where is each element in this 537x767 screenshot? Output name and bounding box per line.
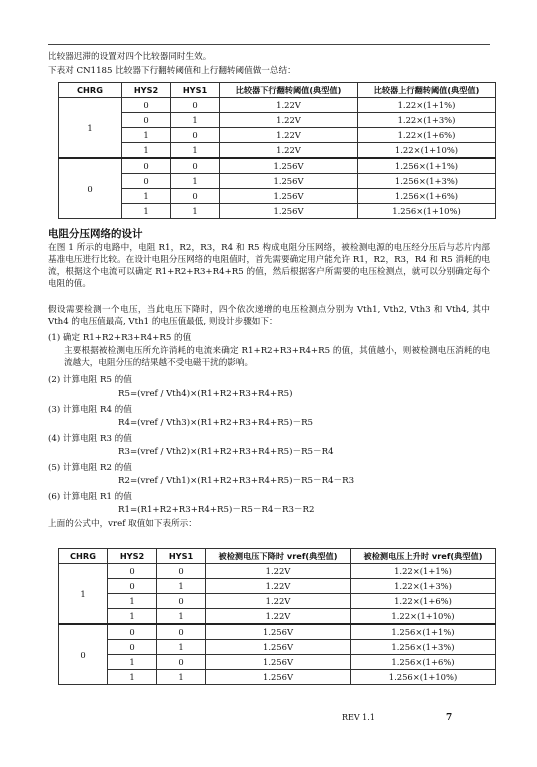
table-row bbox=[59, 204, 496, 219]
down-threshold-cell: 1.22V bbox=[220, 128, 358, 143]
paragraph-design-intro: 在图 1 所示的电路中，电阻 R1，R2，R3，R4 和 R5 构成电阻分压网络，被检测电源的电压经分压后与芯片内部基准电压进行比较。在设计电阻分压网络的电阻值时，首先需要确定用户能允许 R1，R2，R3，R4 和 R5 消耗的电流，根据这个电流可以确定 R1+R2+R3+R4+R5 的值，然后根据客户所需要的电压检测点，就可以分别确定每个电阻的值。 bbox=[48, 243, 490, 289]
formula-r4: R4=(vref / Vth3)×(R1+R2+R3+R4+R5)－R5 bbox=[118, 418, 314, 428]
down-threshold-cell: 1.256V bbox=[220, 189, 358, 204]
hys2-cell: 1 bbox=[108, 655, 157, 670]
vref-falling-cell: 1.22V bbox=[206, 594, 351, 609]
header-rule bbox=[48, 44, 490, 45]
formula-r5: R5=(vref / Vth4)×(R1+R2+R3+R4+R5) bbox=[118, 389, 293, 399]
hys1-cell: 1 bbox=[157, 640, 206, 655]
hys2-cell: 0 bbox=[122, 158, 171, 174]
up-threshold-cell: 1.22×(1+6%) bbox=[358, 128, 496, 143]
vref-falling-cell: 1.22V bbox=[206, 564, 351, 579]
table-row bbox=[59, 609, 496, 625]
vref-rising-cell: 1.22×(1+6%) bbox=[351, 594, 496, 609]
col-header-chrg: CHRG bbox=[59, 83, 122, 98]
hys2-cell: 1 bbox=[108, 609, 157, 625]
hys2-cell: 0 bbox=[108, 624, 157, 640]
up-threshold-cell: 1.256×(1+6%) bbox=[358, 189, 496, 204]
chrg-cell: 0 bbox=[59, 624, 108, 685]
hys1-cell: 0 bbox=[171, 189, 220, 204]
step-1: (1) 确定 R1+R2+R3+R4+R5 的值 bbox=[48, 333, 192, 343]
hys1-cell: 1 bbox=[171, 113, 220, 128]
vref-rising-cell: 1.256×(1+1%) bbox=[351, 624, 496, 640]
step-6: (6) 计算电阻 R1 的值 bbox=[48, 492, 132, 502]
step-1-description: 主要根据被检测电压所允许消耗的电流来确定 R1+R2+R3+R4+R5 的值，其值越小，则被检测电压消耗的电流越大，电阻分压的结果越不受电磁干扰的影响。 bbox=[64, 346, 490, 368]
hys1-cell: 0 bbox=[157, 655, 206, 670]
paragraph-design-steps: 假设需要检测一个电压，当此电压下降时，四个依次递增的电压检测点分别为 Vth1, Vth2, Vth3 和 Vth4, 其中 Vth4 的电压值最高, Vth1 的电压值最低, 则设计步骤如下： bbox=[48, 305, 490, 327]
table-header-row bbox=[59, 83, 496, 98]
up-threshold-cell: 1.22×(1+1%) bbox=[358, 98, 496, 113]
col-header-hys1: HYS1 bbox=[171, 83, 220, 98]
table-header-row bbox=[59, 549, 496, 564]
vref-rising-cell: 1.256×(1+10%) bbox=[351, 670, 496, 685]
hys2-cell: 0 bbox=[108, 564, 157, 579]
hys1-cell: 1 bbox=[171, 143, 220, 159]
hys2-cell: 1 bbox=[108, 594, 157, 609]
hys2-cell: 1 bbox=[122, 189, 171, 204]
table-row bbox=[59, 670, 496, 685]
vref-falling-cell: 1.256V bbox=[206, 655, 351, 670]
revision-label: REV 1.1 bbox=[342, 713, 375, 722]
table-row bbox=[59, 128, 496, 143]
hys2-cell: 1 bbox=[122, 143, 171, 159]
intro-line-2: 下表对 CN1185 比较器下行翻转阈值和上行翻转阈值做一总结： bbox=[48, 66, 296, 76]
hys1-cell: 1 bbox=[157, 670, 206, 685]
up-threshold-cell: 1.256×(1+3%) bbox=[358, 174, 496, 189]
hys1-cell: 0 bbox=[157, 624, 206, 640]
down-threshold-cell: 1.22V bbox=[220, 98, 358, 113]
vref-rising-cell: 1.256×(1+3%) bbox=[351, 640, 496, 655]
col-header-vref-falling: 被检测电压下降时 vref(典型值) bbox=[206, 549, 351, 564]
chrg-cell: 0 bbox=[59, 158, 122, 219]
hys2-cell: 0 bbox=[122, 113, 171, 128]
vref-falling-cell: 1.22V bbox=[206, 579, 351, 594]
down-threshold-cell: 1.256V bbox=[220, 174, 358, 189]
step-2: (2) 计算电阻 R5 的值 bbox=[48, 375, 132, 385]
page-number: 7 bbox=[446, 713, 453, 723]
hys2-cell: 1 bbox=[108, 670, 157, 685]
step-3: (3) 计算电阻 R4 的值 bbox=[48, 405, 132, 415]
intro-line-1: 比较器迟滞的设置对四个比较器同时生效。 bbox=[48, 52, 212, 62]
up-threshold-cell: 1.256×(1+10%) bbox=[358, 204, 496, 219]
vref-rising-cell: 1.22×(1+3%) bbox=[351, 579, 496, 594]
table-row bbox=[59, 143, 496, 159]
hys1-cell: 0 bbox=[157, 594, 206, 609]
hys1-cell: 1 bbox=[171, 204, 220, 219]
vref-table-intro: 上面的公式中，vref 取值如下表所示： bbox=[48, 519, 197, 529]
hys1-cell: 0 bbox=[171, 158, 220, 174]
threshold-summary-table bbox=[58, 82, 496, 219]
table-row bbox=[59, 564, 496, 579]
vref-rising-cell: 1.22×(1+10%) bbox=[351, 609, 496, 625]
hys1-cell: 1 bbox=[171, 174, 220, 189]
table-row bbox=[59, 579, 496, 594]
formula-r2: R2=(vref / Vth1)×(R1+R2+R3+R4+R5)－R5－R4－R3 bbox=[118, 476, 355, 486]
step-5: (5) 计算电阻 R2 的值 bbox=[48, 463, 132, 473]
table-row bbox=[59, 624, 496, 640]
chrg-cell: 1 bbox=[59, 98, 122, 159]
vref-falling-cell: 1.256V bbox=[206, 640, 351, 655]
chrg-cell: 1 bbox=[59, 564, 108, 625]
down-threshold-cell: 1.22V bbox=[220, 113, 358, 128]
section-title: 电阻分压网络的设计 bbox=[48, 228, 143, 240]
vref-falling-cell: 1.256V bbox=[206, 670, 351, 685]
table-row bbox=[59, 158, 496, 174]
down-threshold-cell: 1.256V bbox=[220, 204, 358, 219]
table-row bbox=[59, 594, 496, 609]
hys1-cell: 0 bbox=[171, 128, 220, 143]
col-header-chrg: CHRG bbox=[59, 549, 108, 564]
down-threshold-cell: 1.256V bbox=[220, 158, 358, 174]
up-threshold-cell: 1.22×(1+3%) bbox=[358, 113, 496, 128]
up-threshold-cell: 1.256×(1+1%) bbox=[358, 158, 496, 174]
table-row bbox=[59, 655, 496, 670]
hys1-cell: 1 bbox=[157, 579, 206, 594]
hys2-cell: 0 bbox=[108, 579, 157, 594]
hys1-cell: 0 bbox=[157, 564, 206, 579]
table-row bbox=[59, 174, 496, 189]
col-header-down-threshold: 比较器下行翻转阈值(典型值) bbox=[220, 83, 358, 98]
table-row bbox=[59, 640, 496, 655]
table-row bbox=[59, 189, 496, 204]
table-row bbox=[59, 98, 496, 113]
col-header-vref-rising: 被检测电压上升时 vref(典型值) bbox=[351, 549, 496, 564]
hys1-cell: 0 bbox=[171, 98, 220, 113]
col-header-up-threshold: 比较器上行翻转阈值(典型值) bbox=[358, 83, 496, 98]
up-threshold-cell: 1.22×(1+10%) bbox=[358, 143, 496, 159]
col-header-hys2: HYS2 bbox=[122, 83, 171, 98]
hys1-cell: 1 bbox=[157, 609, 206, 625]
hys2-cell: 0 bbox=[122, 98, 171, 113]
vref-rising-cell: 1.256×(1+6%) bbox=[351, 655, 496, 670]
down-threshold-cell: 1.22V bbox=[220, 143, 358, 159]
hys2-cell: 0 bbox=[108, 640, 157, 655]
vref-falling-cell: 1.256V bbox=[206, 624, 351, 640]
vref-falling-cell: 1.22V bbox=[206, 609, 351, 625]
formula-r1: R1=(R1+R2+R3+R4+R5)－R5－R4－R3－R2 bbox=[118, 505, 315, 515]
hys2-cell: 1 bbox=[122, 128, 171, 143]
hys2-cell: 1 bbox=[122, 204, 171, 219]
step-4: (4) 计算电阻 R3 的值 bbox=[48, 434, 132, 444]
hys2-cell: 0 bbox=[122, 174, 171, 189]
formula-r3: R3=(vref / Vth2)×(R1+R2+R3+R4+R5)－R5－R4 bbox=[118, 447, 334, 457]
vref-rising-cell: 1.22×(1+1%) bbox=[351, 564, 496, 579]
col-header-hys1: HYS1 bbox=[157, 549, 206, 564]
vref-table bbox=[58, 548, 496, 685]
col-header-hys2: HYS2 bbox=[108, 549, 157, 564]
table-row bbox=[59, 113, 496, 128]
